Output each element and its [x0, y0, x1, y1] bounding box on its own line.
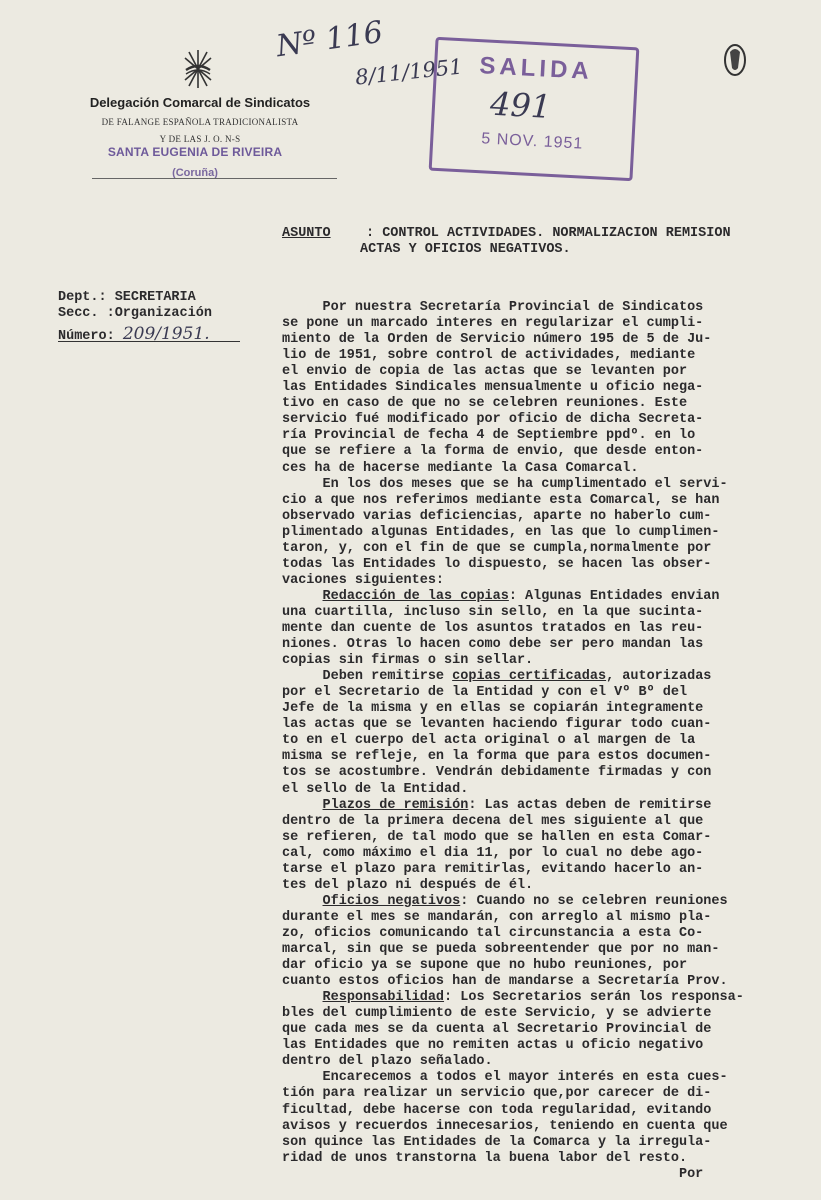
body-line — [282, 589, 720, 605]
body-line — [282, 974, 728, 990]
yoke-and-arrows-emblem-icon — [183, 48, 213, 90]
body-line — [282, 1119, 728, 1135]
exit-stamp-number: 491 — [489, 84, 553, 126]
body-line — [282, 637, 703, 653]
body-line — [282, 653, 533, 669]
body-line — [282, 990, 744, 1006]
body-line-text: ficultad, debe hacerse con toda regularidad, evitando — [282, 1102, 712, 1118]
body-line-text: se pone un marcado interes en regularizar el cumpli- — [282, 316, 704, 332]
body-line-text: cuanto estos oficios han de mandarse a Secretaría Prov. — [282, 974, 728, 990]
body-line-text: Encarecemos a todos el mayor interés en esta cues- — [282, 1070, 728, 1086]
body-line — [282, 396, 687, 412]
letterhead-divider — [92, 178, 337, 179]
body-line-text: cal, como máximo el dia 11, por lo cual no debe ago- — [282, 845, 704, 861]
body-line — [282, 332, 711, 348]
body-line-lead — [282, 894, 323, 909]
body-line-text: las Entidades que no remiten actas u oficio negativo — [282, 1038, 704, 1054]
body-line-text: ridad de unos transtorna la buena labor del resto. — [282, 1150, 688, 1166]
body-line — [282, 316, 703, 332]
body-line-text: miento de la Orden de Servicio número 195 de 5 de Ju- — [282, 332, 712, 348]
reference-number-label: Número: — [58, 329, 123, 344]
body-line — [282, 605, 703, 621]
section-heading: Plazos de remisión — [322, 797, 469, 813]
body-line-text: zo, oficios comunicando tal circunstancia a esta Co- — [282, 925, 704, 941]
subject-line-1: : CONTROL ACTIVIDADES. NORMALIZACION REMISION — [366, 226, 731, 241]
body-line-text: el sello de la Entidad. — [282, 781, 469, 797]
body-line — [282, 461, 638, 477]
body-line — [282, 1054, 493, 1070]
body-line — [282, 1022, 711, 1038]
body-line — [282, 444, 703, 460]
body-line-text: durante el mes se mandarán, con arreglo al mismo pla- — [282, 909, 712, 925]
body-line-text: mente dan cuente de los asuntos tratados en las reu- — [282, 621, 704, 636]
body-line-text: plimentado algunas Entidades, en las que lo cumplimen- — [282, 524, 720, 540]
subject-label: ASUNTO — [282, 226, 331, 241]
body-line — [282, 1006, 711, 1022]
body-line — [282, 717, 711, 733]
body-line-text: dar oficio ya se supone que no hubo reuniones, por — [282, 958, 688, 974]
handwritten-date: 8/11/1951 — [354, 54, 464, 90]
body-line-text: dentro del plazo señalado. — [282, 1054, 493, 1070]
body-line-text: las Entidades Sindicales mensualmente u oficio nega- — [282, 380, 704, 396]
body-line-lead — [282, 589, 323, 604]
body-line — [282, 477, 728, 493]
body-line-text: son quince las Entidades de la Comarca y la irregula- — [282, 1134, 712, 1150]
reference-underline — [58, 341, 240, 342]
body-line — [282, 846, 703, 862]
body-line — [282, 557, 711, 573]
section-heading: copias certificadas — [452, 669, 607, 685]
body-line — [282, 428, 695, 444]
section-heading: Redacción de las copias — [322, 588, 509, 604]
body-line-text: ces ha de hacerse mediante la Casa Comarcal. — [282, 460, 639, 476]
body-line — [282, 798, 711, 814]
body-line — [282, 1103, 711, 1119]
body-line-text: marcal, sin que se pueda sobreentender que por no man- — [282, 942, 720, 957]
body-line — [282, 1135, 711, 1151]
body-line-text: : Los Secretarios serán los responsa- — [444, 990, 744, 1006]
body-line — [282, 525, 719, 541]
letterhead-line-2: Y DE LAS J. O. N-S — [159, 134, 241, 144]
body-line-text: tes del plazo ni después de él. — [282, 877, 534, 893]
exit-stamp-date: 5 NOV. 1951 — [480, 130, 584, 153]
body-line — [282, 364, 687, 380]
town-stamp: SANTA EUGENIA DE RIVEIRA — [107, 145, 283, 159]
body-line — [282, 926, 703, 942]
body-line — [282, 782, 468, 798]
body-line-text: taron, y, con el fin de que se cumpla,normalmente por — [282, 540, 712, 556]
body-line — [282, 701, 703, 717]
body-line — [282, 509, 711, 525]
reference-number-value: 209/1951. — [122, 324, 210, 344]
body-line-text: misma se refleje, en la forma que para estos documen- — [282, 749, 712, 765]
section-heading: Oficios negativos — [322, 893, 461, 909]
body-line — [282, 878, 533, 894]
body-line-text: cio a que nos referimos mediante esta Comarcal, se han — [282, 492, 720, 508]
body-line-text: copias sin firmas o sin sellar. — [282, 653, 534, 669]
body-line — [282, 1151, 687, 1167]
body-line — [282, 814, 703, 830]
body-line-text: : Las actas deben de remitirse — [468, 797, 712, 813]
body-line-lead — [282, 798, 323, 813]
body-line-text: tos se acostumbre. Vendrán debidamente firmadas y con — [282, 765, 712, 781]
body-line — [282, 348, 695, 364]
body-line-text: , autorizadas — [606, 669, 712, 685]
body-line-text: observado varias deficiencias, aparte no haberlo cum- — [282, 508, 712, 524]
seal-mark-icon — [722, 42, 748, 78]
body-line-text: avisos y recuerdos innecesarios, teniendo en cuenta que — [282, 1118, 728, 1134]
body-line — [282, 1038, 703, 1054]
body-line-text: niones. Otras lo hacen como debe ser pero mandan las — [282, 637, 704, 653]
body-line — [282, 412, 703, 428]
body-line-text: dentro de la primera decena del mes siguiente al que — [282, 813, 704, 829]
body-line — [282, 749, 711, 765]
body-line-text: Por — [282, 1166, 704, 1182]
letterhead-title: Delegación Comarcal de Sindicatos — [89, 95, 311, 110]
body-line — [282, 380, 703, 396]
body-line — [282, 862, 703, 878]
exit-stamp-label: SALIDA — [478, 52, 594, 86]
body-line-text: : Algunas Entidades envian — [508, 588, 720, 604]
body-line-text: tión para realizar un servicio que,por carecer de di- — [282, 1086, 712, 1102]
body-line — [282, 765, 711, 781]
body-line-text: servicio fué modificado por oficio de dicha Secreta- — [282, 412, 704, 428]
body-line — [282, 894, 728, 910]
body-line-text: se refieren, de tal modo que se hallen en esta Comar- — [282, 829, 712, 845]
body-line-text: ría Provincial de fecha 4 de Septiembre ppdº. en lo — [282, 428, 696, 444]
body-line-lead — [282, 990, 323, 1005]
body-line — [282, 685, 687, 701]
body-line-text: las actas que se levanten haciendo figurar todo cuan- — [282, 717, 712, 733]
handwritten-number: Nº 116 — [274, 14, 386, 65]
body-line-text: to en el cuerpo del acta original o al margen de la — [282, 733, 696, 749]
body-line — [282, 942, 719, 958]
body-line-text: todas las Entidades lo dispuesto, se hacen las obser- — [282, 556, 712, 572]
letterhead-line-1: DE FALANGE ESPAÑOLA TRADICIONALISTA — [101, 117, 299, 127]
exit-register-stamp — [429, 37, 640, 181]
section-heading: Responsabilidad — [322, 990, 445, 1006]
body-line-text: : Cuando no se celebren reuniones — [460, 893, 728, 909]
body-line-text: tivo en caso de que no se celebren reuniones. Este — [282, 396, 688, 412]
body-line-text: una cuartilla, incluso sin sello, en la que sucinta- — [282, 604, 704, 620]
section-ref: Secc. :Organización — [58, 306, 212, 321]
body-line-lead: Deben remitirse — [282, 669, 453, 685]
body-line — [282, 300, 703, 316]
body-line-text: bles del cumplimiento de este Servicio, y se advierte — [282, 1006, 712, 1022]
body-line — [282, 1070, 728, 1086]
body-line — [282, 958, 687, 974]
body-line — [282, 733, 695, 749]
town-stamp-province: (Coruña) — [172, 167, 218, 179]
body-line — [282, 541, 711, 557]
body-line — [282, 1086, 711, 1102]
body-line-text: lio de 1951, sobre control de actividades, mediante — [282, 348, 696, 364]
body-line — [282, 573, 444, 589]
department-ref: Dept.: SECRETARIA — [58, 290, 196, 305]
body-line-text: Por nuestra Secretaría Provincial de Sindicatos — [282, 300, 704, 315]
body-line-text: Jefe de la misma y en ellas se copiarán integramente — [282, 701, 704, 717]
body-line-text: tarse el plazo para remitirlas, evitando hacerlo an- — [282, 861, 704, 877]
body-line — [282, 493, 719, 509]
body-line-text: por el Secretario de la Entidad y con el Vº Bº del — [282, 685, 688, 701]
body-line — [282, 669, 711, 685]
body-line-text: vaciones siguientes: — [282, 572, 445, 588]
subject-line-2: ACTAS Y OFICIOS NEGATIVOS. — [360, 242, 571, 257]
body-line-text: que cada mes se da cuenta al Secretario Provincial de — [282, 1022, 712, 1038]
body-line-text: En los dos meses que se ha cumplimentado el servi- — [282, 476, 728, 492]
body-line — [282, 1167, 703, 1183]
body-line — [282, 621, 703, 637]
body-line — [282, 830, 711, 846]
body-line-text: que se refiere a la forma de envio, que desde enton- — [282, 444, 704, 460]
body-line — [282, 910, 711, 926]
body-line-text: el envio de copia de las actas que se levanten por — [282, 364, 688, 380]
